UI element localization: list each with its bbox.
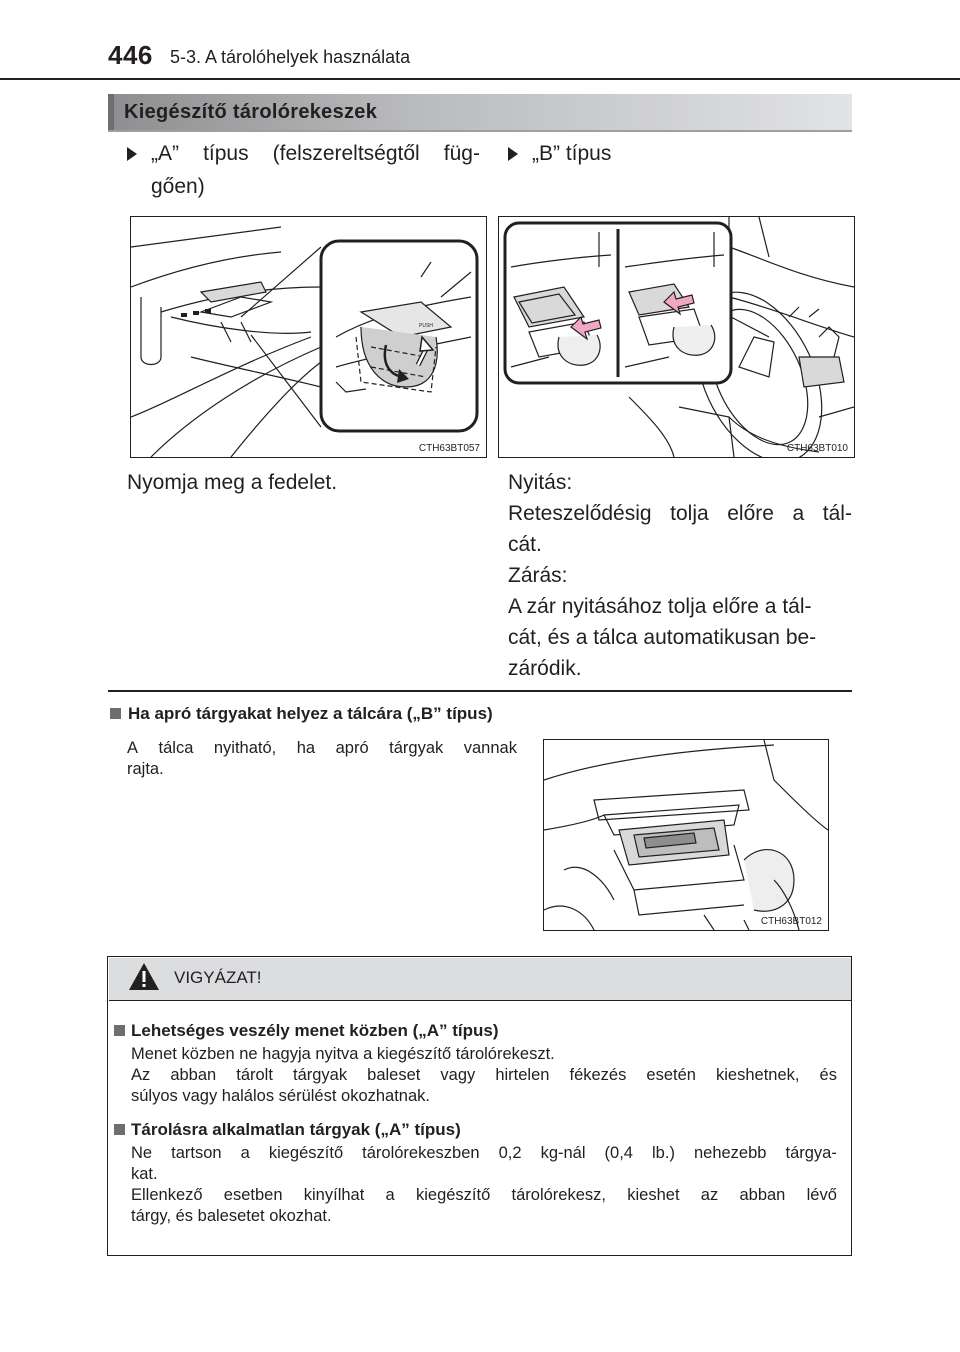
bullet-triangle-icon [127, 147, 137, 161]
caution-item1-line1: Menet közben ne hagyja nyitva a kiegészítő tárolórekeszt. [131, 1045, 555, 1063]
figure-code: CTH63BT010 [786, 443, 848, 454]
warning-triangle-icon [128, 962, 160, 991]
caution-item1-line2: Az abban tárolt tárgyak baleset vagy hirtelen fékezés esetén kieshetnek, és [131, 1066, 837, 1084]
section-underline [108, 130, 852, 132]
figure-code: CTH63BT057 [418, 443, 480, 454]
small-items-text-line1: A tálca nyitható, ha apró tárgyak vannak [127, 739, 517, 757]
center-console-tray-illustration [499, 217, 854, 457]
overhead-console-illustration [131, 217, 486, 457]
square-bullet-icon [114, 1025, 125, 1036]
type-b-close-label: Zárás: [508, 564, 568, 587]
type-b-open-line1: Reteszelődésig tolja előre a tál- [508, 502, 852, 525]
type-a-heading-line1: „A” típus (felszereltségtől füg- [151, 142, 480, 165]
type-b-close-line3: záródik. [508, 657, 582, 680]
header-divider [0, 78, 960, 80]
type-b-open-label: Nyitás: [508, 471, 573, 494]
square-bullet-icon [110, 708, 121, 719]
small-items-text-line2: rajta. [127, 760, 164, 778]
type-a-heading-line2: gően) [151, 175, 205, 198]
figure-code: CTH63BT012 [760, 916, 822, 927]
caution-item2-line1: Ne tartson a kiegészítő tárolórekeszben 0,2 kg-nál (0,4 lb.) nehezebb tárgya- [131, 1144, 837, 1162]
section-divider [108, 690, 852, 692]
chapter-title: 5-3. A tárolóhelyek használata [170, 47, 411, 67]
figure-type-a [130, 216, 487, 458]
figure-type-b [498, 216, 855, 458]
small-items-heading: Ha apró tárgyakat helyez a tálcára („B” típus) [128, 704, 493, 723]
square-bullet-icon [114, 1124, 125, 1135]
type-b-open-line2: cát. [508, 533, 542, 556]
type-b-close-line1: A zár nyitásához tolja előre a tál- [508, 595, 812, 618]
caution-item2-line3: Ellenkező esetben kinyílhat a kiegészítő tárolórekesz, kieshet az abban lévő [131, 1186, 837, 1204]
figure-small-items [543, 739, 829, 931]
type-b-heading: „B” típus [532, 142, 612, 165]
caution-item1-heading: Lehetséges veszély menet közben („A” típus) [131, 1021, 499, 1040]
caution-title: VIGYÁZAT! [174, 968, 262, 987]
bullet-triangle-icon [508, 147, 518, 161]
tray-with-objects-illustration [544, 740, 828, 930]
caution-item2-heading: Tárolásra alkalmatlan tárgyak („A” típus) [131, 1120, 461, 1139]
type-a-caption: Nyomja meg a fedelet. [127, 471, 338, 494]
page-number: 446 [108, 40, 153, 70]
caution-item1-line3: súlyos vagy halálos sérülést okozhatnak. [131, 1087, 430, 1105]
caution-item2-line2: kat. [131, 1165, 158, 1183]
caution-item2-line4: tárgy, és balesetet okozhat. [131, 1207, 332, 1225]
section-title: Kiegészítő tárolórekeszek [124, 101, 378, 123]
svg-text:PUSH: PUSH [419, 323, 433, 329]
type-b-close-line2: cát, és a tálca automatikusan be- [508, 626, 817, 649]
